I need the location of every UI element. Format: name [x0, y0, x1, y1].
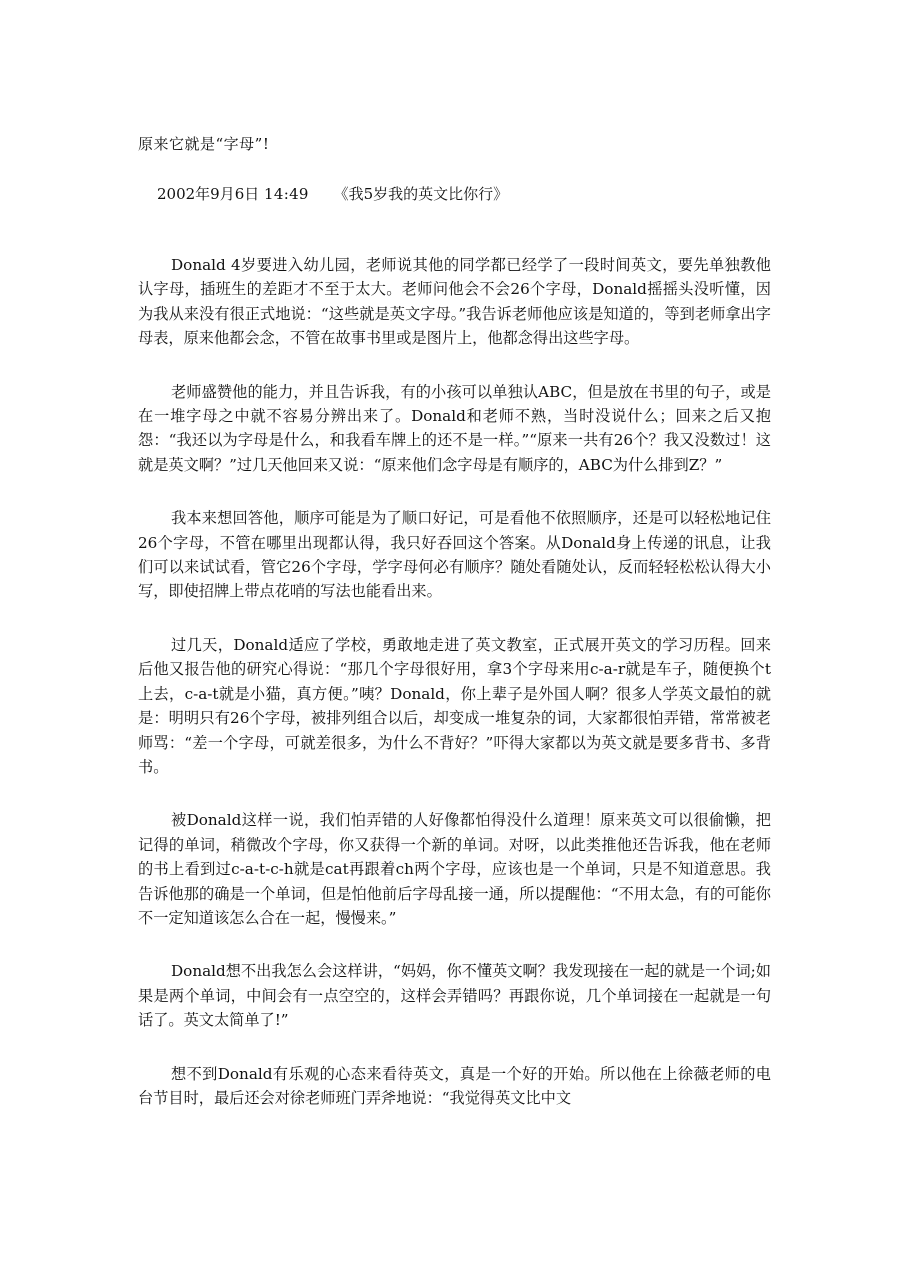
book-title: 《我5岁我的英文比你行》: [333, 185, 509, 203]
publish-date: 2002年9月6日: [157, 185, 260, 203]
publish-time: 14:49: [264, 185, 309, 203]
dateline: [157, 183, 508, 205]
paragraph: 被Donald这样一说，我们怕弄错的人好像都怕得没什么道理！原来英文可以很偷懒，把记得的单词，稍微改个字母，你又获得一个新的单词。对呀，以此类推他还告诉我，他在老师的书上看到过c-a-t-c-h就是cat再跟着ch两个字母，应该也是一个单词，只是不知道意思。我告诉他那的确是一个单词，但是怕他前后字母乱接一通，所以提醒他：“不用太急，有的可能你不一定知道该怎么合在一起，慢慢来。”: [138, 811, 771, 927]
article-heading: 原来它就是“字母”!: [138, 135, 270, 153]
paragraph: 我本来想回答他，顺序可能是为了顺口好记，可是看他不依照顺序，还是可以轻松地记住26个字母，不管在哪里出现都认得，我只好吞回这个答案。从Donald身上传递的讯息，让我们可以来试试看，管它26个字母，学字母何必有顺序？随处看随处认，反而轻轻松松认得大小写，即使招牌上带点花哨的写法也能看出来。: [138, 509, 771, 601]
paragraph: 过几天，Donald适应了学校，勇敢地走进了英文教室，正式展开英文的学习历程。回来后他又报告他的研究心得说：“那几个字母很好用，拿3个字母来用c-a-r就是车子，随便换个t上去，c-a-t就是小猫，真方便。”咦？Donald，你上辈子是外国人啊？很多人学英文最怕的就是：明明只有26个字母，被排列组合以后，却变成一堆复杂的词，大家都很怕弄错，常常被老师骂：“差一个字母，可就差很多，为什么不背好？”吓得大家都以为英文就是要多背书、多背书。: [138, 635, 771, 776]
paragraph: 想不到Donald有乐观的心态来看待英文，真是一个好的开始。所以他在上徐薇老师的电台节目时，最后还会对徐老师班门弄斧地说：“我觉得英文比中文: [138, 1064, 771, 1107]
paragraph: Donald想不出我怎么会这样讲，“妈妈，你不懂英文啊？我发现接在一起的就是一个词;如果是两个单词，中间会有一点空空的，这样会弄错吗？再跟你说，几个单词接在一起就是一句话了。英文太简单了!”: [138, 962, 771, 1030]
paragraph: Donald 4岁要进入幼儿园，老师说其他的同学都已经学了一段时间英文，要先单独教他认字母，插班生的差距才不至于太大。老师问他会不会26个字母，Donald摇摇头没听懂，因为我从来没有很正式地说：“这些就是英文字母。”我告诉老师他应该是知道的，等到老师拿出字母表，原来他都会念，不管在故事书里或是图片上，他都念得出这些字母。: [138, 256, 771, 348]
paragraph: 老师盛赞他的能力，并且告诉我，有的小孩可以单独认ABC，但是放在书里的句子，或是在一堆字母之中就不容易分辨出来了。Donald和老师不熟，当时没说什么；回来之后又抱怨：“我还以为字母是什么，和我看车牌上的还不是一样。”“原来一共有26个？我又没数过！这就是英文啊？”过几天他回来又说：“原来他们念字母是有顺序的，ABC为什么排到Z？”: [138, 382, 771, 474]
article-body: [138, 253, 771, 1139]
